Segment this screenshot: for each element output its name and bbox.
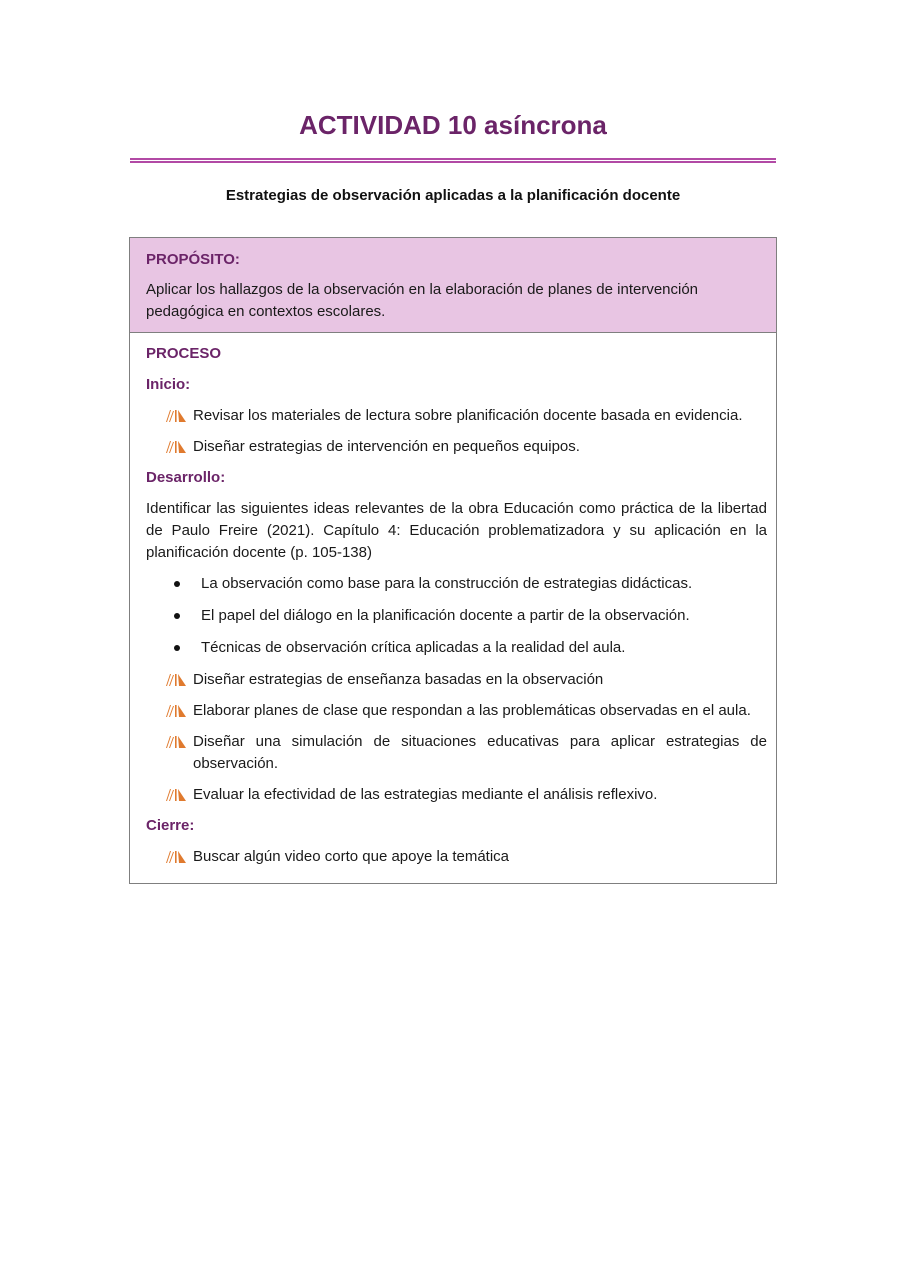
- book-icon: [165, 788, 187, 802]
- list-item: [146, 784, 767, 806]
- book-icon: [165, 850, 187, 864]
- list-item-text: Diseñar estrategias de enseñanza basadas en la observación: [193, 671, 604, 688]
- list-item-text: Elaborar planes de clase que respondan a las problemáticas observadas en el aula.: [193, 702, 751, 719]
- bullet-dot-icon: [174, 581, 180, 587]
- bullet-dot-icon: [174, 645, 180, 651]
- list-item: [146, 700, 767, 722]
- purpose-text: Aplicar los hallazgos de la observación en la elaboración de planes de intervención pedagógica en contextos escolares.: [146, 281, 699, 320]
- book-icon: [165, 735, 187, 749]
- book-icon: [165, 409, 187, 423]
- book-icon: [165, 673, 187, 687]
- list-item: [146, 436, 767, 458]
- desarrollo-label: Desarrollo:: [146, 469, 226, 486]
- purpose-label: PROPÓSITO:: [146, 251, 240, 268]
- list-item-text: Diseñar estrategias de intervención en pequeños equipos.: [193, 438, 580, 455]
- bullet-item-text: La observación como base para la construcción de estrategias didácticas.: [201, 575, 693, 592]
- purpose-section: [130, 238, 776, 333]
- bullet-dot-icon: [174, 613, 180, 619]
- list-item-text: Evaluar la efectividad de las estrategias mediante el análisis reflexivo.: [193, 786, 658, 803]
- bullet-item-text: El papel del diálogo en la planificación docente a partir de la observación.: [201, 607, 690, 624]
- desarrollo-intro: Identificar las siguientes ideas relevantes de la obra Educación como práctica de la libertad de Paulo Freire (2021). Capítulo 4: Educación problematizadora y su aplicación en la planificación docente (p. 105-138): [146, 500, 767, 561]
- list-item-text: Revisar los materiales de lectura sobre planificación docente basada en evidencia.: [193, 407, 743, 424]
- inicio-label: Inicio:: [146, 376, 191, 393]
- process-section: [130, 333, 776, 883]
- page-subtitle: Estrategias de observación aplicadas a la planificación docente: [225, 187, 681, 204]
- list-item: [146, 405, 767, 427]
- bullet-item: [146, 605, 767, 627]
- book-icon: [165, 440, 187, 454]
- list-item: [146, 731, 767, 775]
- page-title: ACTIVIDAD 10 asíncrona: [299, 110, 607, 140]
- cierre-label: Cierre:: [146, 817, 195, 834]
- list-item: [146, 669, 767, 691]
- list-item-text: Diseñar una simulación de situaciones educativas para aplicar estrategias de observación.: [193, 733, 767, 772]
- list-item: [146, 846, 767, 868]
- activity-box: [129, 237, 777, 884]
- bullet-item-text: Técnicas de observación crítica aplicadas a la realidad del aula.: [201, 639, 626, 656]
- list-item-text: Buscar algún video corto que apoye la temática: [193, 848, 510, 865]
- process-label: PROCESO: [146, 345, 222, 362]
- bullet-item: [146, 573, 767, 595]
- title-rule: [130, 158, 776, 163]
- book-icon: [165, 704, 187, 718]
- bullet-item: [146, 637, 767, 659]
